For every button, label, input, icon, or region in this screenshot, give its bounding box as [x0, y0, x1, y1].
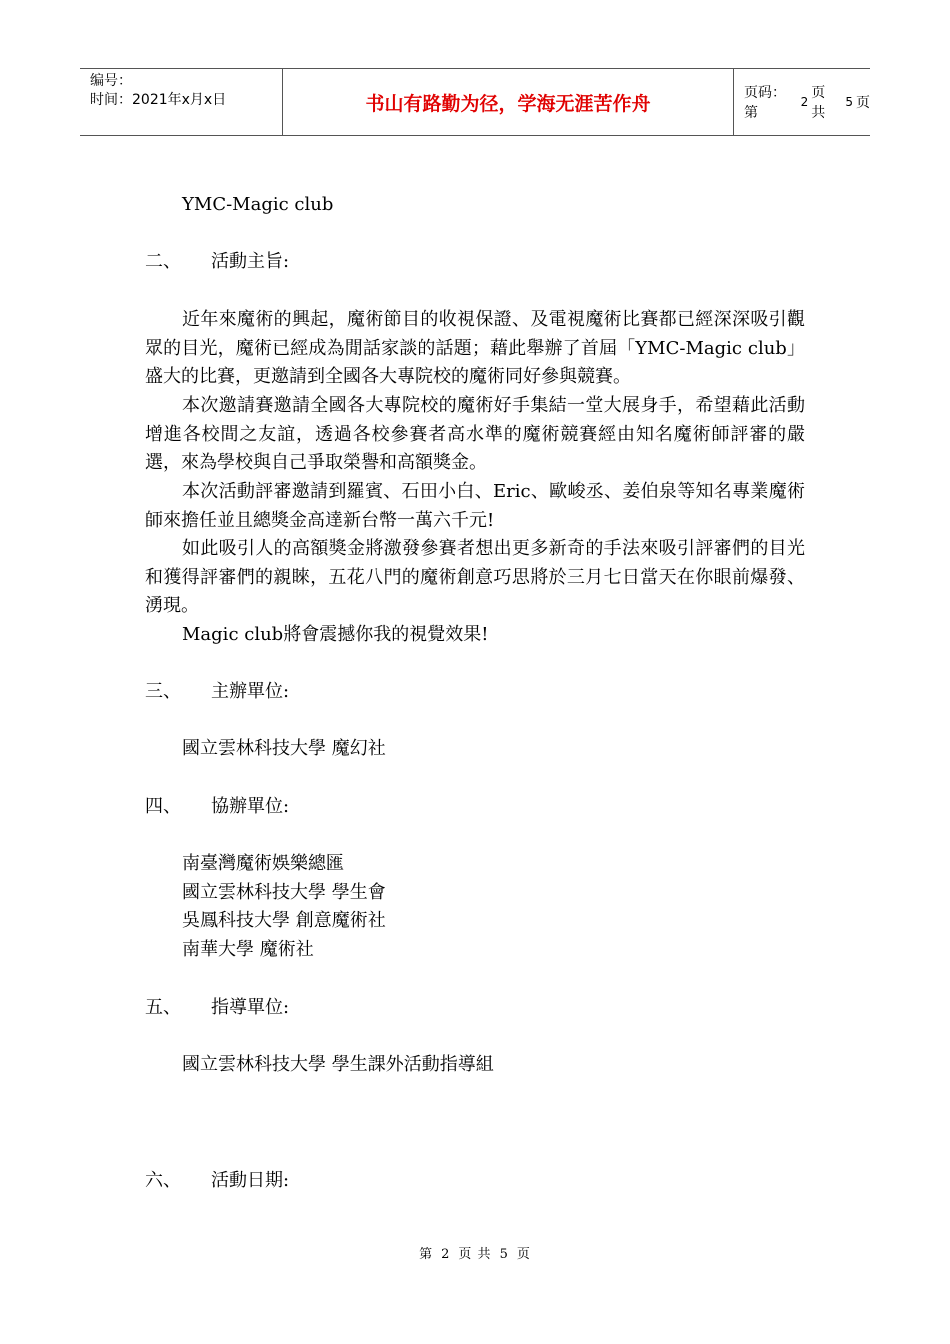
co-organizer-item: 南華大學 魔術社 [182, 939, 314, 960]
footer-current: 2 [441, 1247, 451, 1262]
footer-total: 5 [499, 1247, 509, 1262]
footer-mid: 页 共 [458, 1247, 492, 1262]
page-footer [0, 1246, 950, 1264]
section-6-title: 活動日期: [211, 1170, 290, 1191]
section-6-number: 六、 [145, 1170, 181, 1191]
purpose-paragraph-5: Magic club將會震撼你我的視覺效果! [182, 624, 489, 645]
header-page-suffix: 页 [856, 95, 870, 111]
section-5-number: 五、 [145, 997, 181, 1018]
header-time-label: 时间：2021年x月x日 [90, 92, 227, 108]
header-motto: 书山有路勤为径，学海无涯苦作舟 [365, 92, 651, 115]
co-organizer-item: 國立雲林科技大學 學生會 [182, 882, 386, 903]
header-motto-cell [282, 69, 734, 135]
section-3-number: 三、 [145, 681, 181, 702]
purpose-paragraph-2: 本次邀請賽邀請全國各大專院校的魔術好手集結一堂大展身手，希望藉此活動增進各校間之友誼，透過各校參賽者高水準的魔術競賽經由知名魔術師評審的嚴選，來為學校與自己爭取榮譽和高額獎金。 [145, 395, 805, 473]
header-page-current: 2 [800, 95, 809, 109]
co-organizer-item: 吳鳳科技大學 創意魔術社 [182, 910, 386, 931]
header-page-cell [734, 69, 870, 135]
purpose-paragraph-3: 本次活動評審邀請到羅賓、石田小白、Eric、歐峻丞、姜伯泉等知名專業魔術師來擔任並且總獎金高達新台幣一萬六千元! [145, 481, 805, 531]
header-number-label: 编号： [90, 73, 132, 89]
header-meta-cell [80, 69, 282, 135]
section-2-number: 二、 [145, 251, 181, 272]
organizer-line: 國立雲林科技大學 魔幻社 [182, 738, 386, 759]
section-4-number: 四、 [145, 796, 181, 817]
advisor-line: 國立雲林科技大學 學生課外活動指導組 [182, 1054, 494, 1075]
section-2-title: 活動主旨: [211, 251, 290, 272]
co-organizer-item: 南臺灣魔術娛樂總匯 [182, 853, 344, 874]
footer-prefix: 第 [419, 1247, 434, 1262]
header-page-mid: 页 共 [811, 85, 826, 121]
purpose-paragraph-1: 近年來魔術的興起，魔術節目的收視保證、及電視魔術比賽都已經深深吸引觀眾的目光，魔術已經成為閒話家談的話題；藉此舉辦了首屆「YMC-Magic club」盛大的比賽，更邀請到全國各大專院校的魔術同好參與競賽。 [145, 309, 805, 387]
section-5-title: 指導單位: [211, 997, 290, 1018]
footer-suffix: 页 [516, 1247, 531, 1262]
document-header [80, 68, 870, 136]
header-page-prefix: 页码：第 [744, 85, 786, 121]
header-page-total: 5 [845, 95, 853, 109]
intro-line: YMC-Magic club [182, 194, 334, 215]
section-4-title: 協辦單位: [211, 796, 290, 817]
purpose-paragraph-4: 如此吸引人的高額獎金將激發參賽者想出更多新奇的手法來吸引評審們的目光和獲得評審們的親睞，五花八門的魔術創意巧思將於三月七日當天在你眼前爆發、湧現。 [145, 538, 805, 616]
section-3-title: 主辦單位: [211, 681, 290, 702]
